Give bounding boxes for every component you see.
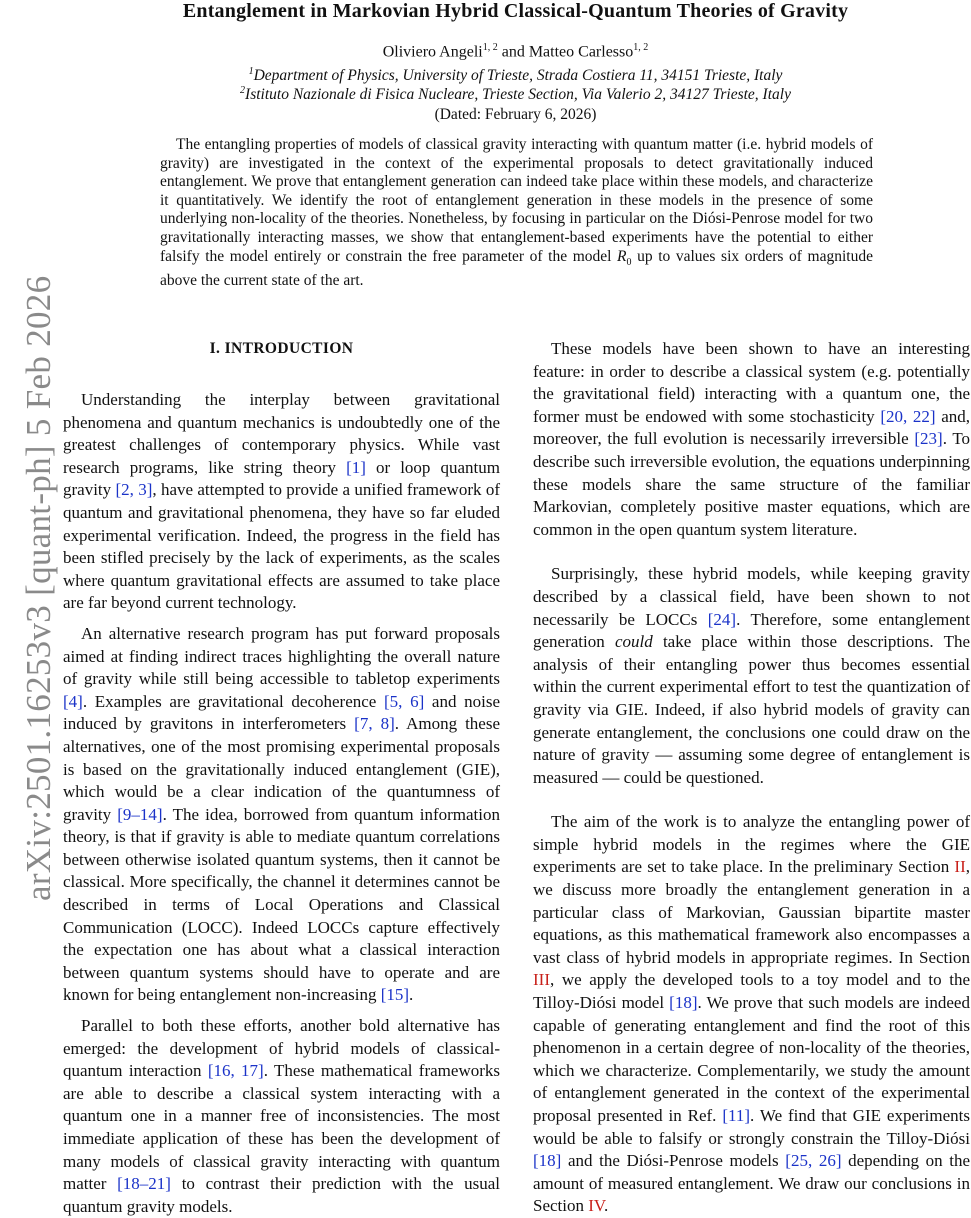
date-line: (Dated: February 6, 2026) (434, 106, 597, 123)
abstract (160, 136, 873, 291)
author-affiliation-marker: 1, 2 (482, 42, 498, 53)
affiliation (60, 66, 971, 85)
citation-link[interactable]: [20, 22] (880, 406, 936, 426)
abstract-symbol: R (617, 247, 627, 265)
body-paragraph: Surprisingly, these hybrid models, while keeping gravity described by a classical field, have been shown to not necessarily be LOCCs [24]. Therefore, some entanglement generation could take place within those descriptions. The analysis of their entangling power thus becomes essential within the current experimental effort to test the quantization of gravity via GIE. Indeed, if also hybrid models of gravity can generate entanglement, the conclusions one could draw on the nature of gravity — assuming some degree of entanglement is measured — could be questioned. (533, 564, 970, 787)
citation-link[interactable]: [7, 8] (354, 714, 395, 734)
author-name: Matteo Carlesso (528, 43, 634, 61)
citation-link[interactable]: [24] (707, 609, 737, 629)
citation-link[interactable]: [4] (63, 691, 83, 711)
left-column (63, 338, 500, 1218)
author-list (60, 42, 971, 61)
section-link[interactable]: II (954, 857, 966, 877)
affiliation (60, 85, 971, 104)
author-separator: and (501, 43, 525, 61)
citation-link[interactable]: [18] (533, 1151, 562, 1171)
affiliation-marker: 2 (240, 85, 246, 96)
abstract-text: The entangling properties of models of classical gravity interacting with quantum matter (i.e. hybrid models of gravity) are investigated in the context of the experimental proposals to detect gravitationally induced entanglement. We prove that entanglement generation can indeed take place within these models, and characterize it quantitatively. We identify the root of entanglement generation in these models in the presence of some underlying non-locality of the theories. Nonetheless, by focusing in particular on the Diósi-Penrose model for two gravitationally interacting masses, we show that entanglement-based experiments have the potential to either falsify the model entirely or constrain the free parameter of the model (160, 136, 873, 265)
body-paragraph: These models have been shown to have an interesting feature: in order to describe a classical system (e.g. potentially the gravitational field) interacting with a quantum one, the former must be endowed with some stochasticity [20, 22] and, moreover, the full evolution is necessarily irreversible [23]. To describe such irreversible evolution, the equations underpinning these models share the same structure of the familiar Markovian, completely positive master equations, which are common in the open quantum system literature. (533, 339, 971, 539)
citation-link[interactable]: [15] (380, 985, 410, 1005)
body-paragraph: An alternative research program has put forward proposals aimed at finding indirect traces highlighting the overall nature of gravity while still being accessible to tabletop experiments [4]. Examples are gravitational decoherence [5, 6] and noise induced by gravitons in interferometers [7, 8]. Among these alternatives, one of the most promising experimental proposals is based on the gravitationally induced entanglement (GIE), which would be a clear indication of the quantumness of gravity [9–14]. The idea, borrowed from quantum information theory, is that if gravity is able to mediate quantum correlations between otherwise isolated quantum systems, then it cannot be classical. More specifically, the channel it determines cannot be described in terms of Local Operations and Classical Communication (LOCC). Indeed LOCCs capture effectively the expectation one has about what a classical interaction between quantum systems should have to operate and are known for being entanglement non-increasing [15]. (63, 623, 500, 1005)
right-column (533, 338, 970, 1218)
section-link[interactable]: III (533, 970, 550, 990)
citation-link[interactable]: [2, 3] (115, 480, 153, 500)
emphasis: could (614, 632, 653, 652)
abstract-subscript: 0 (626, 256, 632, 268)
citation-link[interactable]: [1] (346, 457, 366, 477)
section-link[interactable]: IV (588, 1196, 604, 1216)
citation-link[interactable]: [18–21] (117, 1174, 171, 1194)
citation-link[interactable]: [11] (722, 1106, 751, 1125)
section-heading: I. INTRODUCTION (209, 340, 354, 357)
citation-link[interactable]: [9–14] (117, 804, 163, 824)
affiliation-marker: 1 (248, 66, 254, 77)
affiliation-text: Department of Physics, University of Trieste, Strada Costiera 11, 34151 Trieste, Italy (253, 67, 783, 85)
body-paragraph: Parallel to both these efforts, another bold alternative has emerged: the development of hybrid models of classical-quantum interaction [16, 17]. These mathematical frameworks are able to describe a classical system interacting with a quantum one in a manner free of inconsistencies. The most immediate application of these has been the development of many models of classical gravity interacting with quantum matter [18–21] to contrast their prediction with the usual quantum gravity models. (63, 1016, 500, 1216)
citation-link[interactable]: [5, 6] (384, 691, 425, 711)
abstract-text: up to values six orders of magnitude above the current state of the art. (160, 247, 873, 290)
citation-link[interactable]: [16, 17] (207, 1061, 264, 1081)
paper-title: Entanglement in Markovian Hybrid Classical-Quantum Theories of Gravity (182, 0, 849, 22)
citation-link[interactable]: [18] (669, 993, 698, 1013)
citation-link[interactable]: [25, 26] (785, 1151, 842, 1171)
abstract-paragraph (160, 136, 873, 291)
arxiv-identifier: arXiv:2501.16253v3 [quant-ph] 5 Feb 2026 (19, 275, 58, 901)
citation-link[interactable]: [23] (914, 429, 943, 449)
author-name: Oliviero Angeli (382, 43, 483, 61)
body-paragraph: Understanding the interplay between gravitational phenomena and quantum mechanics is undoubtedly one of the greatest challenges of contemporary physics. While vast research programs, like string theory [1] or loop quantum gravity [2, 3], have attempted to provide a unified framework of quantum and gravitational phenomena, they have so far eluded experimental verification. Indeed, the progress in the field has been stifled precisely by the lack of experiments, as the scales where quantum gravitational effects are assumed to take place are far beyond current technology. (63, 390, 500, 613)
body-paragraph: The aim of the work is to analyze the entangling power of simple hybrid models in the regimes where the GIE experiments are set to take place. In the preliminary Section II, we discuss more broadly the entanglement generation in a particular class of Markovian, Gaussian bipartite master equations, as this mathematical framework also encompasses a vast class of hybrid models in appropriate regimes. In Section III, we apply the developed tools to a toy model and to the Tilloy-Diósi model [18]. We prove that such models are indeed capable of generating entanglement and find the root of this phenomenon in a certain degree of non-locality of the theories, which we characterize. Complementarily, we study the amount of entanglement generated in the context of the experimental proposal presented in Ref. [11]. We find that GIE experiments would be able to falsify or strongly constrain the Tilloy-Diósi [18] and the Diósi-Penrose models [25, 26] depending on the amount of measured entanglement. We draw our conclusions in Section IV. (533, 812, 971, 1216)
affiliation-text: Istituto Nazionale di Fisica Nucleare, Trieste Section, Via Valerio 2, 34127 Trieste, Italy (245, 86, 791, 104)
author-affiliation-marker: 1, 2 (633, 42, 649, 53)
